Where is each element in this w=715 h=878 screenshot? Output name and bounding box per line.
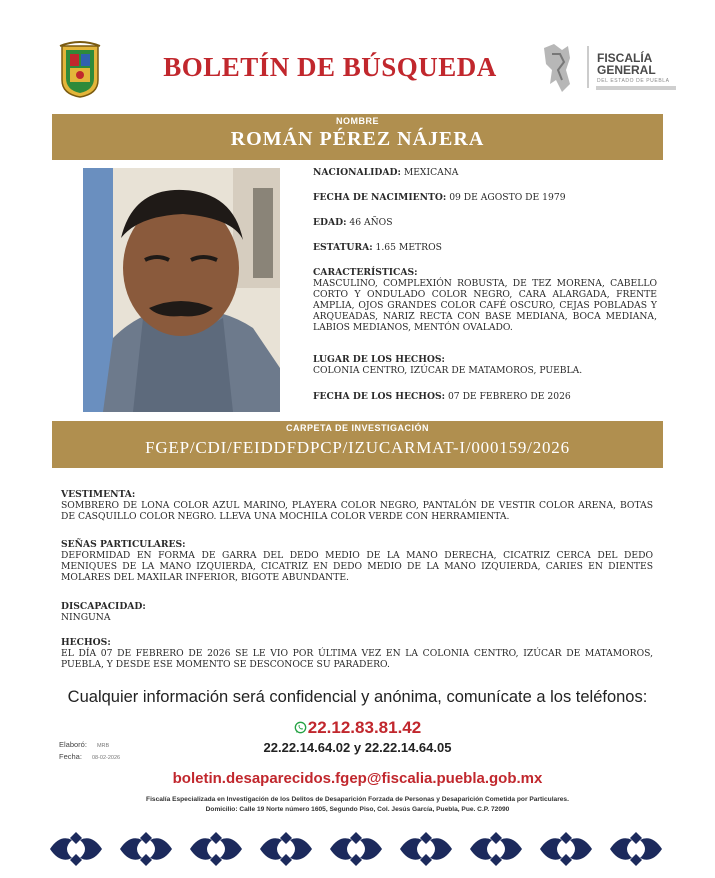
prepared-by [59, 740, 109, 749]
agency-name-line2: GENERAL [597, 63, 656, 77]
clothing-section [61, 489, 653, 522]
characteristics-value: MASCULINO, COMPLEXIÓN ROBUSTA, DE TEZ MORENA, CABELLO CORTO Y ONDULADO COLOR NEGRO, CARA ALARGADA, FRENTE AMPLIA, OJOS GRANDES COLOR CAFÉ OSCURO, CEJAS POBLADAS Y ARQUEADAS, NARIZ RECTA CON BASE MEDIANA, BOCA MEDIANA, LABIOS MEDIANOS, MENTÓN OVALADO. [313, 278, 657, 333]
location-label: LUGAR DE LOS HECHOS: [313, 354, 445, 365]
nationality-row [313, 167, 458, 178]
nationality-label: NACIONALIDAD: [313, 167, 401, 178]
disability-section [61, 601, 653, 623]
footer-address: Domicilio: Calle 19 Norte número 1605, Segundo Piso, Col. Jesús García, Puebla, Pue. C.P. 72090 [205, 806, 510, 813]
facts-value: EL DÍA 07 DE FEBRERO DE 2026 SE LE VIO POR ÚLTIMA VEZ EN LA COLONIA CENTRO, IZÚCAR DE MATAMOROS, PUEBLA, Y DESDE ESE MOMENTO SE DESCONOCE SU PARADERO. [61, 648, 653, 670]
height-value: 1.65 METROS [375, 242, 442, 253]
agency-name-line1: FISCALÍA [597, 51, 653, 65]
whatsapp-phone-number: 22.12.83.81.42 [307, 718, 422, 737]
age-row [313, 217, 393, 228]
person-name: ROMÁN PÉREZ NÁJERA [230, 128, 485, 150]
location-value: COLONIA CENTRO, IZÚCAR DE MATAMOROS, PUEBLA. [313, 365, 583, 376]
state-seal-icon [58, 40, 102, 98]
location-block [313, 354, 657, 376]
talavera-border-ornament [40, 826, 680, 872]
prepared-by-value: MRB [96, 743, 110, 749]
event-date-row [313, 391, 571, 402]
case-file-label: CARPETA DE INVESTIGACIÓN [285, 423, 429, 433]
facts-section [61, 637, 653, 670]
clothing-value: SOMBRERO DE LONA COLOR AZUL MARINO, PLAYERA COLOR NEGRO, PANTALÓN DE VESTIR COLOR ARENA, BOTAS DE CASQUILLO COLOR NEGRO. LLEVA UNA MOCHILA COLOR VERDE CON HERRAMIENTA. [61, 500, 653, 522]
prepared-date-value: 08-02-2026 [91, 755, 121, 761]
prepared-date-label: Fecha: [59, 752, 82, 761]
whatsapp-phone[interactable] [0, 718, 715, 738]
alternate-phones[interactable]: 22.22.14.64.02 y 22.22.14.64.05 [263, 740, 452, 755]
marks-label: SEÑAS PARTICULARES: [61, 539, 186, 550]
event-date-value: 07 DE FEBRERO DE 2026 [447, 391, 571, 402]
name-banner [52, 114, 663, 160]
case-file-number: FGEP/CDI/FEIDDFDPCP/IZUCARMAT-I/000159/2026 [145, 438, 570, 457]
footer-agency: Fiscalía Especializada en Investigación de los Delitos de Desaparición Forzada de Personas y Desaparición Cometida por Particulares. [146, 796, 569, 803]
agency-name-line3: DEL ESTADO DE PUEBLA [597, 78, 670, 84]
whatsapp-icon [294, 721, 307, 734]
contact-message: Cualquier información será confidencial y anónima, comunícate a los teléfonos: [67, 688, 648, 706]
disability-label: DISCAPACIDAD: [61, 601, 146, 612]
person-photo [83, 168, 280, 412]
case-file-banner [52, 421, 663, 468]
characteristics-block [313, 267, 657, 333]
age-label: EDAD: [313, 217, 347, 228]
clothing-label: VESTIMENTA: [61, 489, 136, 500]
birthdate-label: FECHA DE NACIMIENTO: [313, 192, 447, 203]
height-row [313, 242, 442, 253]
facts-label: HECHOS: [61, 637, 111, 648]
prepared-by-label: Elaboró: [59, 740, 87, 749]
marks-section [61, 539, 653, 583]
disability-value: NINGUNA [61, 612, 111, 623]
bulletin-title: BOLETÍN DE BÚSQUEDA [163, 52, 497, 82]
prepared-date [59, 752, 120, 761]
birthdate-value: 09 DE AGOSTO DE 1979 [449, 192, 566, 203]
marks-value: DEFORMIDAD EN FORMA DE GARRA DEL DEDO MEDIO DE LA MANO DERECHA, CICATRIZ CERCA DEL DEDO MENIQUES DE LA MANO IZQUIERDA, CICATRIZ EN DEDO MEDIO DE LA MANO IZQUIERDA, CARIES EN DIENTES MOLARES DEL MAXILAR INFERIOR, BIGOTE ABUNDANTE. [61, 550, 653, 583]
contact-email[interactable]: boletin.desaparecidos.fgep@fiscalia.puebla.gob.mx [172, 770, 543, 787]
event-date-label: FECHA DE LOS HECHOS: [313, 391, 446, 402]
height-label: ESTATURA: [313, 242, 373, 253]
characteristics-label: CARACTERÍSTICAS: [313, 267, 418, 278]
nationality-value: MEXICANA [403, 167, 459, 178]
birthdate-row [313, 192, 566, 203]
age-value: 46 AÑOS [349, 217, 393, 228]
name-label: NOMBRE [336, 116, 379, 126]
